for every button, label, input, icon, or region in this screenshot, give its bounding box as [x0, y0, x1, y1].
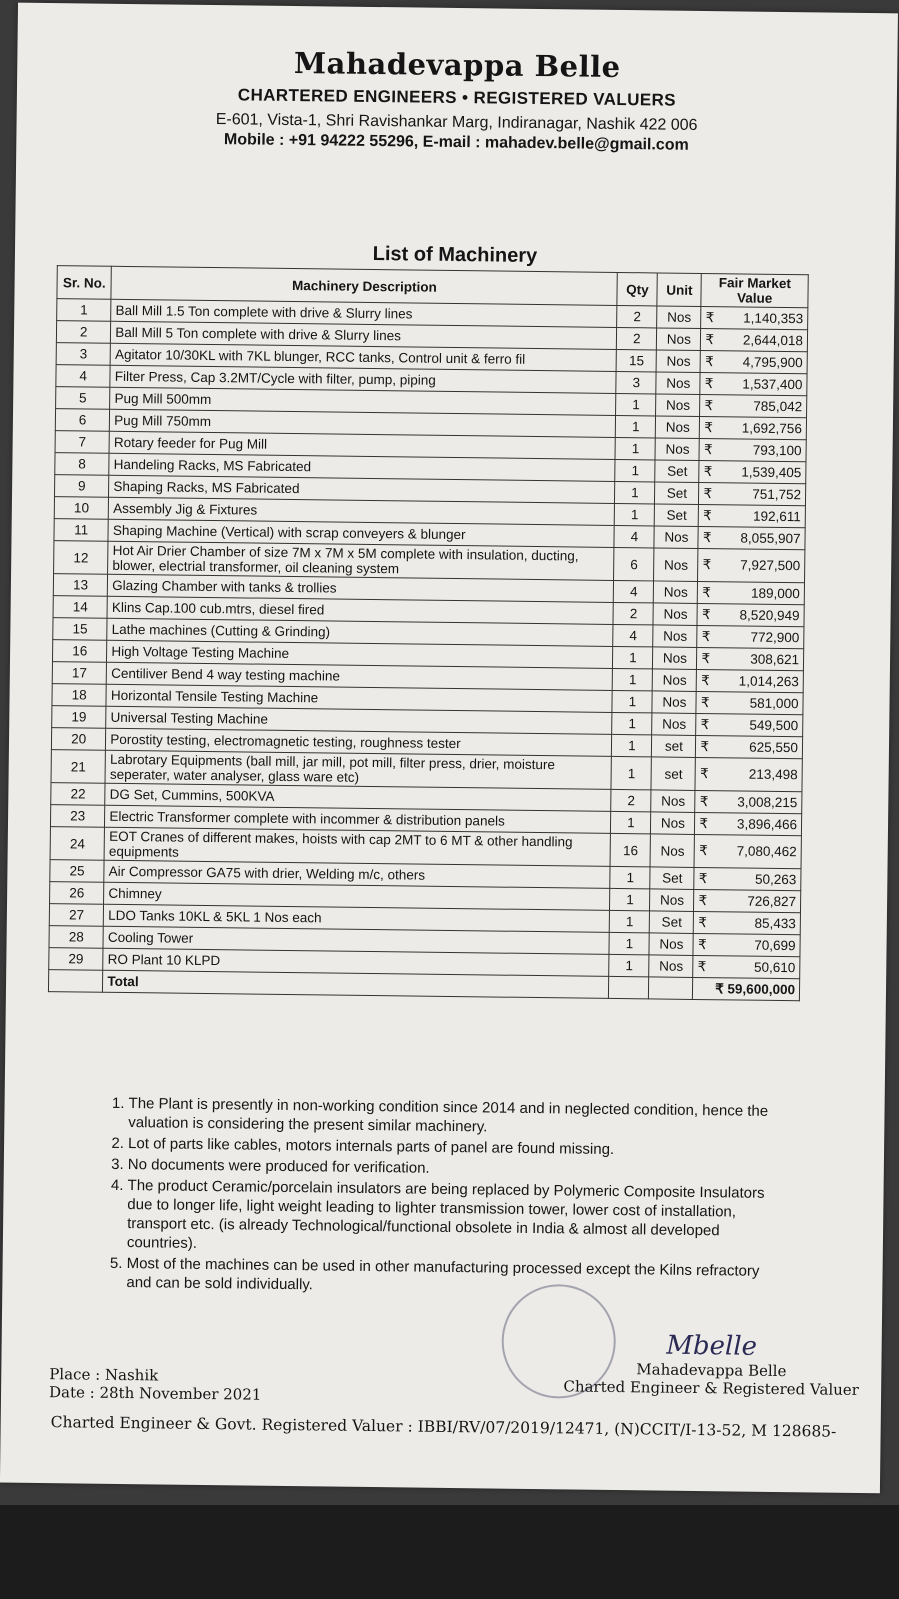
- description-cell: Electric Transformer complete with incommer & distribution panels: [105, 805, 611, 833]
- qty-cell: 16: [610, 833, 650, 866]
- rupee-symbol: ₹: [702, 529, 712, 545]
- description-cell: Chimney: [104, 882, 610, 910]
- sr-cell: 8: [55, 453, 110, 476]
- sr-cell: 2: [56, 321, 111, 344]
- description-cell: Shaping Machine (Vertical) with scrap conveyers & blunger: [108, 519, 614, 547]
- value-amount: 70,699: [754, 937, 796, 953]
- rupee-symbol: ₹: [699, 766, 709, 782]
- description-cell: Horizontal Tensile Testing Machine: [106, 684, 612, 712]
- value-amount: 7,080,462: [736, 843, 797, 860]
- value-amount: 7,927,500: [740, 557, 801, 574]
- sr-cell: 22: [51, 783, 106, 806]
- value-cell: [701, 328, 808, 351]
- value-cell: [697, 647, 804, 670]
- value-cell: [699, 460, 806, 483]
- sr-cell: 13: [53, 574, 108, 597]
- unit-cell: Nos: [657, 328, 701, 351]
- rupee-symbol: ₹: [703, 463, 713, 479]
- description-cell: High Voltage Testing Machine: [107, 640, 613, 668]
- background-surface: [0, 1505, 899, 1599]
- qty-cell: 2: [617, 305, 657, 327]
- value-amount: 308,621: [750, 651, 800, 667]
- unit-cell: Nos: [652, 691, 696, 714]
- unit-cell: Nos: [653, 603, 697, 626]
- note-item: 5. Most of the machines can be used in other manufacturing processed except the Kilns refractory and can be sold individually.: [126, 1254, 782, 1300]
- value-cell: [700, 350, 807, 373]
- machinery-table: [48, 265, 809, 1001]
- value-cell: [698, 526, 805, 549]
- rupee-symbol: ₹: [701, 606, 711, 622]
- unit-cell: Nos: [656, 416, 700, 439]
- company-address: E-601, Vista-1, Shri Ravishankar Marg, Indiranagar, Nashik 422 006: [215, 111, 698, 134]
- rupee-symbol: ₹: [703, 507, 712, 523]
- sr-cell: 15: [53, 618, 108, 641]
- total-unit-cell: [649, 977, 693, 1000]
- value-amount: 4,795,900: [742, 354, 803, 370]
- rupee-symbol: ₹: [705, 331, 715, 347]
- unit-cell: set: [651, 757, 695, 791]
- unit-cell: Nos: [652, 713, 696, 736]
- qty-cell: 1: [616, 415, 656, 437]
- sr-cell: 4: [56, 365, 111, 388]
- unit-cell: Nos: [651, 812, 695, 835]
- value-cell: [694, 867, 801, 890]
- value-cell: [693, 955, 800, 978]
- qty-cell: 2: [617, 327, 657, 349]
- qty-cell: 1: [610, 866, 650, 888]
- unit-cell: Nos: [654, 581, 698, 604]
- value-amount: 785,042: [753, 398, 803, 414]
- value-cell: [697, 603, 804, 626]
- rupee-symbol: ₹: [703, 485, 713, 501]
- description-cell: Glazing Chamber with tanks & trollies: [108, 574, 614, 602]
- qty-cell: 6: [614, 547, 654, 580]
- qty-cell: 1: [613, 646, 653, 668]
- unit-cell: Nos: [654, 548, 698, 582]
- description-cell: Assembly Jig & Fixtures: [109, 497, 615, 525]
- unit-cell: Nos: [653, 669, 697, 692]
- value-amount: 772,900: [750, 629, 800, 645]
- value-amount: 8,055,907: [740, 529, 801, 546]
- document-page: [0, 3, 898, 1494]
- qty-cell: 3: [616, 371, 656, 393]
- description-cell: Filter Press, Cap 3.2MT/Cycle with filter, pump, piping: [110, 365, 616, 393]
- value-cell: [697, 625, 804, 648]
- rupee-symbol: ₹: [701, 650, 711, 666]
- date: Date : 28th November 2021: [48, 1383, 262, 1404]
- sr-cell: 21: [51, 750, 106, 784]
- sr-cell: 27: [49, 904, 104, 927]
- value-amount: 751,752: [752, 486, 802, 502]
- rupee-symbol: ₹: [704, 419, 714, 435]
- value-cell: [698, 548, 805, 582]
- value-cell: [700, 416, 807, 439]
- list-title: List of Machinery: [372, 242, 538, 267]
- description-cell: Rotary feeder for Pug Mill: [109, 431, 615, 459]
- sr-cell: 12: [54, 541, 109, 575]
- rupee-symbol: ₹: [702, 584, 711, 600]
- qty-cell: 1: [609, 954, 649, 976]
- value-cell: [699, 482, 806, 505]
- unit-cell: Nos: [656, 372, 700, 395]
- rupee-symbol: ₹: [698, 914, 707, 930]
- qty-cell: 1: [610, 910, 650, 932]
- qty-cell: 1: [616, 393, 656, 415]
- sr-cell: 26: [50, 882, 105, 905]
- value-amount: 3,896,466: [736, 815, 798, 832]
- note-item: 4. The product Ceramic/porcelain insulators are being replaced by Polymeric Composite Insulators due to longer life, light weight leading to lighter transmission tower, lower cost of installation, transport etc. (is already Technological/functional obsolete in India & almost all developed countries).: [127, 1176, 784, 1260]
- sr-cell: 5: [56, 387, 111, 410]
- sr-cell: 20: [51, 728, 106, 751]
- header-description: Machinery Description: [111, 266, 617, 305]
- unit-cell: Set: [655, 460, 699, 483]
- note-item: 3. No documents were produced for verification.: [128, 1155, 784, 1182]
- value-amount: 1,014,263: [738, 672, 799, 689]
- description-cell: Agitator 10/30KL with 7KL blunger, RCC tanks, Control unit & ferro fil: [110, 343, 616, 371]
- rupee-symbol: ₹: [701, 628, 711, 644]
- company-contact: Mobile : +91 94222 55296, E-mail : mahadev.belle@gmail.com: [223, 131, 689, 154]
- rupee-symbol: ₹: [705, 353, 714, 369]
- signature: Mbelle: [666, 1330, 758, 1362]
- total-sr-cell: [48, 970, 103, 993]
- qty-cell: 1: [615, 503, 655, 525]
- rupee-symbol: ₹: [702, 557, 712, 573]
- description-cell: RO Plant 10 KLPD: [103, 948, 609, 976]
- value-cell: [697, 669, 804, 692]
- value-cell: [695, 757, 802, 791]
- value-amount: 1,140,353: [743, 310, 804, 326]
- sr-cell: 6: [55, 409, 110, 432]
- description-cell: Handeling Racks, MS Fabricated: [109, 453, 615, 481]
- description-cell: Centiliver Bend 4 way testing machine: [107, 662, 613, 690]
- value-amount: 192,611: [752, 508, 801, 524]
- total-qty-cell: [609, 976, 649, 998]
- value-amount: 2,644,018: [742, 332, 804, 348]
- value-cell: [699, 438, 806, 461]
- unit-cell: Nos: [656, 394, 700, 417]
- note-item: 2. Lot of parts like cables, motors internals parts of panel are found missing.: [128, 1134, 784, 1161]
- sr-cell: 24: [50, 827, 105, 861]
- qty-cell: 4: [614, 525, 654, 547]
- sr-cell: 14: [53, 596, 108, 619]
- value-cell: [698, 581, 805, 604]
- sr-cell: 9: [55, 475, 110, 498]
- rupee-symbol: ₹: [701, 672, 710, 688]
- header-unit: Unit: [657, 273, 701, 307]
- description-cell: Cooling Tower: [103, 926, 609, 954]
- description-cell: Ball Mill 5 Ton complete with drive & Slurry lines: [111, 321, 617, 349]
- unit-cell: set: [652, 735, 696, 758]
- rupee-symbol: ₹: [704, 397, 714, 413]
- sr-cell: 23: [50, 805, 105, 828]
- value-cell: [695, 812, 802, 835]
- qty-cell: 2: [611, 789, 651, 811]
- value-cell: [700, 372, 807, 395]
- unit-cell: Nos: [649, 955, 693, 978]
- value-cell: [694, 911, 801, 934]
- qty-cell: 1: [609, 932, 649, 954]
- description-cell: DG Set, Cummins, 500KVA: [105, 783, 611, 811]
- value-amount: 213,498: [748, 766, 798, 783]
- unit-cell: Set: [650, 911, 694, 934]
- value-amount: 549,500: [749, 717, 799, 733]
- value-cell: [696, 713, 803, 736]
- header-sr-no: Sr. No.: [57, 266, 112, 300]
- value-amount: 581,000: [749, 695, 799, 711]
- rupee-symbol: ₹: [705, 309, 715, 325]
- header-value: Fair Market Value: [701, 273, 808, 307]
- rupee-symbol: ₹: [700, 738, 710, 754]
- description-cell: EOT Cranes of different makes, hoists with cap 2MT to 6 MT & other handling equipments: [104, 827, 610, 866]
- value-cell: [696, 735, 803, 758]
- total-label: Total: [103, 970, 609, 998]
- unit-cell: Nos: [650, 834, 694, 868]
- value-cell: [700, 394, 807, 417]
- rupee-symbol: ₹: [699, 843, 708, 859]
- description-cell: Ball Mill 1.5 Ton complete with drive & Slurry lines: [111, 299, 617, 327]
- qty-cell: 1: [613, 668, 653, 690]
- unit-cell: Nos: [653, 625, 697, 648]
- value-cell: [693, 933, 800, 956]
- value-cell: [696, 691, 803, 714]
- qty-cell: 1: [612, 690, 652, 712]
- signatory-name: Mahadevappa Belle: [636, 1360, 787, 1381]
- qty-cell: 1: [615, 459, 655, 481]
- qty-cell: 4: [614, 580, 654, 602]
- qty-cell: 1: [615, 481, 655, 503]
- description-cell: Shaping Racks, MS Fabricated: [109, 475, 615, 503]
- description-cell: Air Compressor GA75 with drier, Welding m/c, others: [104, 860, 610, 888]
- unit-cell: Set: [655, 482, 699, 505]
- description-cell: Universal Testing Machine: [106, 706, 612, 734]
- unit-cell: Nos: [653, 647, 697, 670]
- unit-cell: Nos: [650, 889, 694, 912]
- rupee-symbol: ₹: [697, 958, 707, 974]
- rupee-symbol: ₹: [700, 694, 710, 710]
- value-cell: [695, 790, 802, 813]
- description-cell: Klins Cap.100 cub.mtrs, diesel fired: [107, 596, 613, 624]
- description-cell: Hot Air Drier Chamber of size 7M x 7M x 5M complete with insulation, ducting, blower, electrial transformer, oil cleaning system: [108, 541, 614, 580]
- sr-cell: 18: [52, 684, 107, 707]
- qty-cell: 4: [613, 624, 653, 646]
- signatory-title: Charted Engineer & Registered Valuer: [563, 1377, 860, 1400]
- place: Place : Nashik: [49, 1365, 159, 1385]
- rupee-symbol: ₹: [700, 716, 710, 732]
- value-cell: [694, 889, 801, 912]
- qty-cell: 1: [612, 712, 652, 734]
- signature-block: [561, 1329, 862, 1399]
- unit-cell: Nos: [654, 526, 698, 549]
- unit-cell: Nos: [657, 306, 701, 329]
- value-amount: 8,520,949: [739, 606, 800, 623]
- footer-registration: Charted Engineer & Govt. Registered Valuer : IBBI/RV/07/2019/12471, (N)CCIT/I-13-52, M 128685-: [50, 1413, 837, 1441]
- rupee-symbol: ₹: [703, 441, 713, 457]
- notes-list: [102, 1094, 784, 1300]
- qty-cell: 1: [612, 734, 652, 756]
- sr-cell: 10: [54, 497, 109, 520]
- value-amount: 50,610: [753, 959, 796, 975]
- rupee-symbol: ₹: [698, 892, 708, 908]
- qty-cell: 1: [615, 437, 655, 459]
- rupee-symbol: ₹: [697, 936, 707, 952]
- description-cell: Pug Mill 750mm: [110, 409, 616, 437]
- value-amount: 85,433: [754, 915, 796, 931]
- rupee-symbol: ₹: [704, 375, 714, 391]
- unit-cell: Nos: [655, 438, 699, 461]
- unit-cell: Set: [655, 504, 699, 527]
- value-cell: [694, 834, 801, 868]
- notes-section: [102, 1094, 784, 1302]
- rupee-symbol: ₹: [699, 793, 709, 809]
- unit-cell: Nos: [656, 350, 700, 373]
- unit-cell: Set: [650, 867, 694, 890]
- sr-cell: 7: [55, 431, 110, 454]
- sr-cell: 3: [56, 343, 111, 366]
- description-cell: LDO Tanks 10KL & 5KL 1 Nos each: [104, 904, 610, 932]
- value-amount: 1,539,405: [741, 463, 802, 480]
- sr-cell: 17: [52, 662, 107, 685]
- rupee-symbol: ₹: [698, 870, 708, 886]
- sr-cell: 1: [57, 299, 112, 322]
- value-amount: 625,550: [749, 739, 799, 755]
- sr-cell: 25: [50, 860, 105, 883]
- value-amount: 1,537,400: [742, 376, 803, 392]
- qty-cell: 1: [611, 811, 651, 833]
- sr-cell: 28: [49, 926, 104, 949]
- sr-cell: 16: [52, 640, 107, 663]
- qty-cell: 2: [613, 602, 653, 624]
- letterhead: [16, 43, 897, 158]
- unit-cell: Nos: [651, 790, 695, 813]
- value-amount: 793,100: [752, 442, 802, 458]
- value-amount: 3,008,215: [737, 793, 798, 810]
- sr-cell: 19: [52, 706, 107, 729]
- sr-cell: 29: [49, 948, 104, 971]
- value-amount: 726,827: [747, 893, 797, 909]
- company-subtitle: CHARTERED ENGINEERS • REGISTERED VALUERS: [237, 85, 677, 110]
- value-amount: 50,263: [754, 871, 797, 887]
- total-value: ₹ 59,600,000: [693, 977, 800, 1000]
- rupee-symbol: ₹: [699, 815, 709, 831]
- value-cell: [701, 306, 808, 329]
- header-qty: Qty: [617, 272, 657, 305]
- value-amount: 1,692,756: [741, 419, 802, 436]
- value-amount: 189,000: [750, 585, 800, 601]
- company-name: Mahadevappa Belle: [293, 46, 621, 84]
- sr-cell: 11: [54, 519, 109, 542]
- description-cell: Lathe machines (Cutting & Grinding): [107, 618, 613, 646]
- unit-cell: Nos: [649, 933, 693, 956]
- place-date-block: [49, 1365, 262, 1404]
- note-item: 1. The Plant is presently in non-working condition since 2014 and in neglected condition, hence the valuation is considering the present similar machinery.: [128, 1094, 784, 1140]
- description-cell: Porostity testing, electromagnetic testing, roughness tester: [106, 728, 612, 756]
- qty-cell: 1: [611, 756, 651, 789]
- description-cell: Labrotary Equipments (ball mill, jar mill, pot mill, filter press, drier, moisture seperater, water analyser, glass ware etc): [105, 750, 611, 789]
- qty-cell: 1: [610, 888, 650, 910]
- description-cell: Pug Mill 500mm: [110, 387, 616, 415]
- qty-cell: 15: [616, 349, 656, 371]
- value-cell: [699, 504, 806, 527]
